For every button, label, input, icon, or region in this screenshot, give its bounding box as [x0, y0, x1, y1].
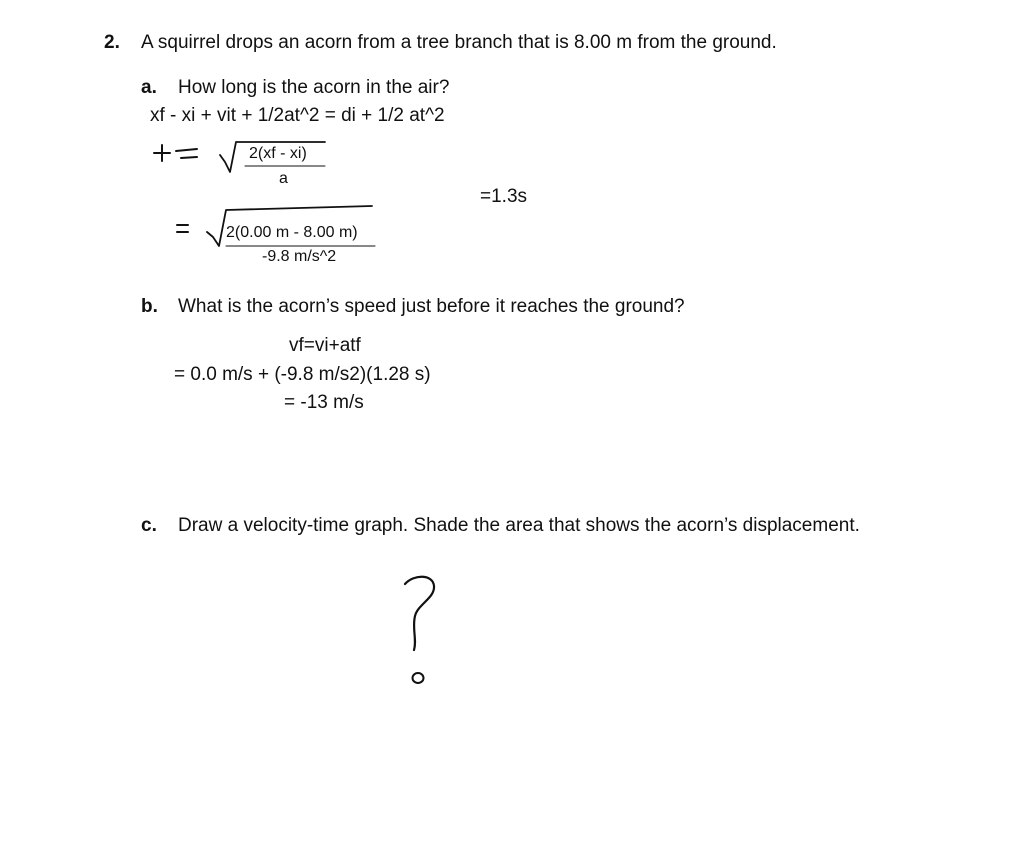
part-b-prompt: What is the acorn’s speed just before it reaches the ground?	[178, 296, 685, 317]
question-mark-curve	[405, 577, 434, 650]
part-a-result: =1.3s	[480, 186, 528, 207]
part-c-letter: c.	[141, 515, 157, 536]
fraction-2-denominator: -9.8 m/s^2	[262, 248, 337, 265]
part-b-line-3: = -13 m/s	[284, 392, 364, 413]
part-a-equation: xf - xi + vit + 1/2at^2 = di + 1/2 at^2	[150, 105, 445, 126]
part-b-line-1: vf=vi+atf	[289, 335, 361, 356]
part-a-prompt: How long is the acorn in the air?	[178, 77, 450, 98]
fraction-2-numerator: 2(0.00 m - 8.00 m)	[226, 224, 358, 241]
part-a-letter: a.	[141, 77, 157, 98]
part-b-letter: b.	[141, 296, 158, 317]
fraction-1-numerator: 2(xf - xi)	[249, 145, 307, 162]
question-mark-dot	[413, 673, 424, 683]
part-b-line-2: = 0.0 m/s + (-9.8 m/s2)(1.28 s)	[174, 364, 431, 385]
fraction-1-denominator: a	[279, 170, 288, 187]
question-number: 2.	[104, 32, 120, 53]
question-text: A squirrel drops an acorn from a tree branch that is 8.00 m from the ground.	[141, 32, 777, 53]
part-c-prompt: Draw a velocity-time graph. Shade the area that shows the acorn’s displacement.	[178, 515, 860, 536]
